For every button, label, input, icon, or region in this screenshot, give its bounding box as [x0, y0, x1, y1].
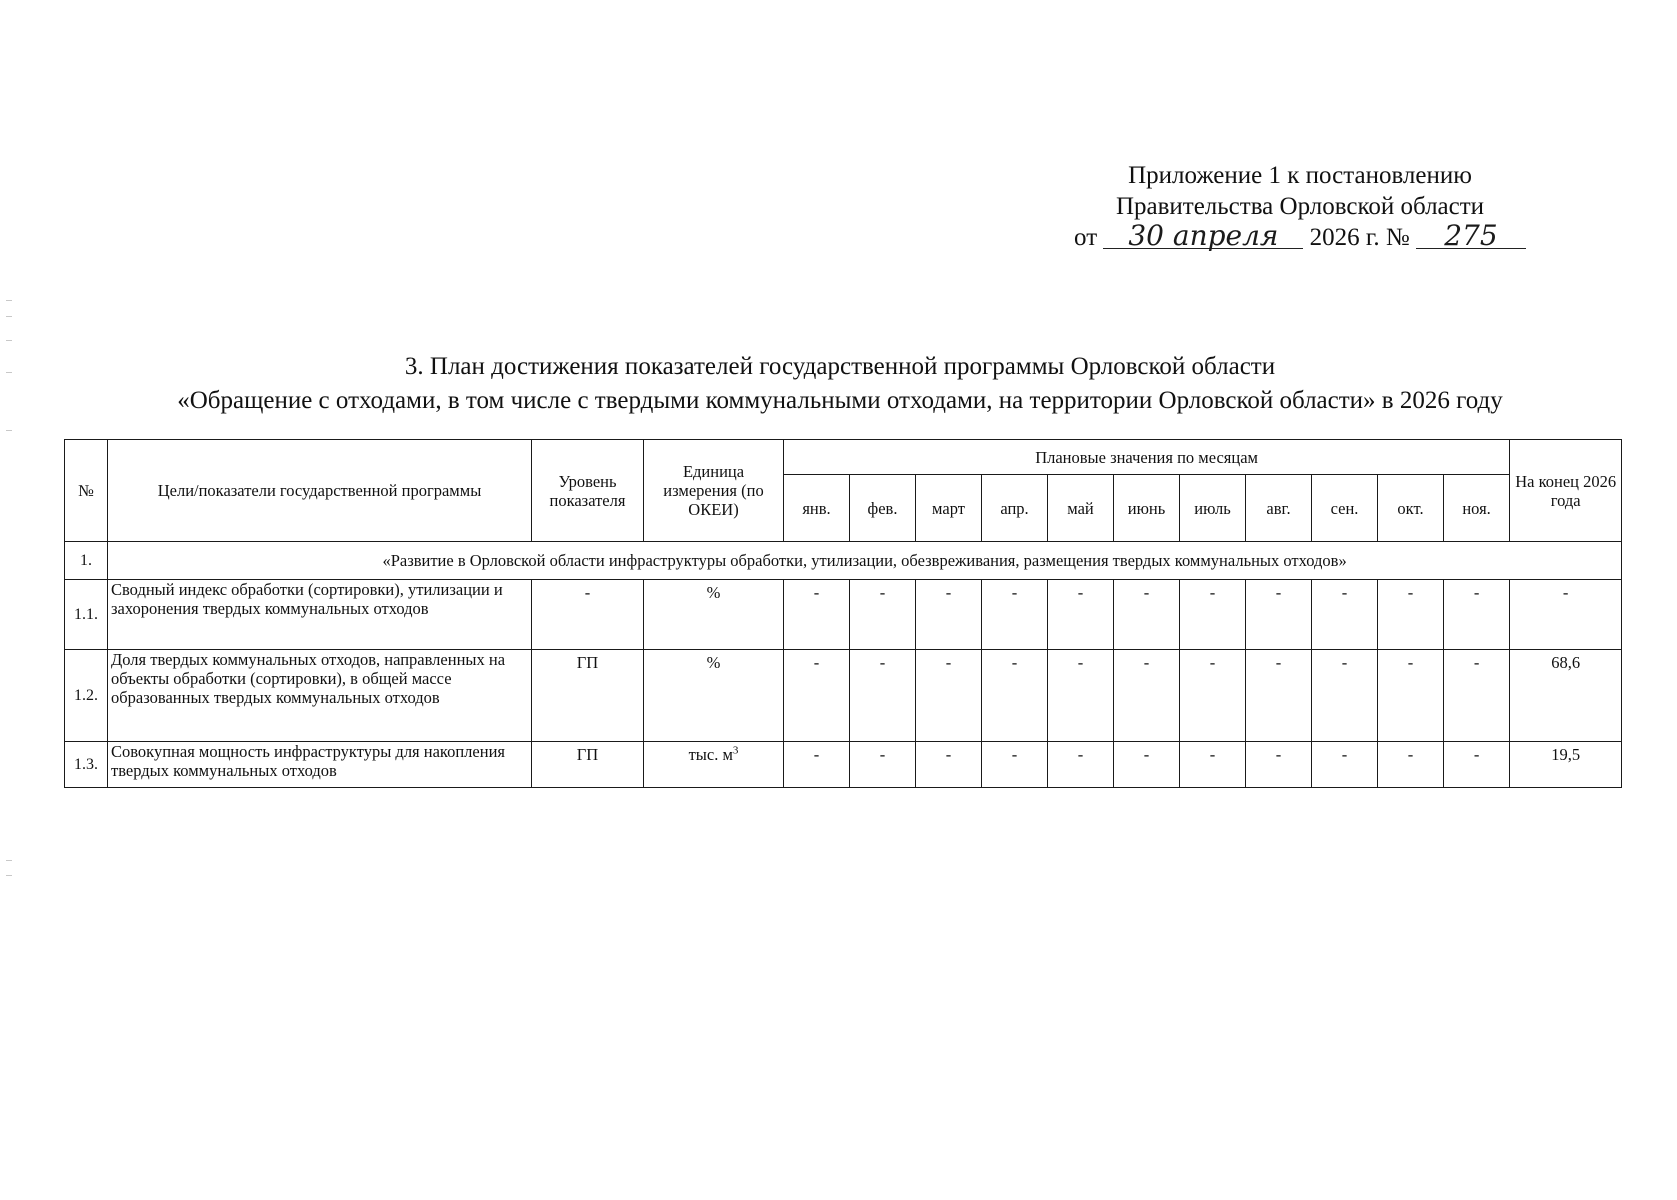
month-value: -: [1246, 650, 1312, 742]
month-value: -: [1048, 742, 1114, 788]
row-num: 1.1.: [65, 580, 108, 650]
section-title: «Развитие в Орловской области инфраструктуры обработки, утилизации, обезвреживания, размещения твердых коммунальных отходов»: [108, 542, 1622, 580]
month-value: -: [1312, 742, 1378, 788]
month-value: -: [850, 580, 916, 650]
header-month: окт.: [1378, 475, 1444, 542]
unit-text: тыс. м: [688, 745, 733, 764]
month-value: -: [784, 742, 850, 788]
month-value: -: [916, 650, 982, 742]
row-unit: [644, 650, 784, 742]
header-month: авг.: [1246, 475, 1312, 542]
month-value: -: [1378, 580, 1444, 650]
month-value: -: [1378, 742, 1444, 788]
appendix-date-line: [1040, 219, 1560, 253]
document-title: [40, 350, 1640, 418]
row-unit: [644, 580, 784, 650]
month-value: -: [850, 742, 916, 788]
row-level: ГП: [532, 742, 644, 788]
margin-mark: [6, 316, 12, 317]
row-level: ГП: [532, 650, 644, 742]
row-goal: Совокупная мощность инфраструктуры для накопления твердых коммунальных отходов: [108, 742, 532, 788]
end-of-year-value: -: [1510, 580, 1622, 650]
row-unit: [644, 742, 784, 788]
month-value: -: [1312, 650, 1378, 742]
table-row: [65, 650, 1622, 742]
margin-mark: [6, 860, 12, 861]
row-goal: Доля твердых коммунальных отходов, направленных на объекты обработки (сортировки), в общей массе образованных твердых коммунальных отходов: [108, 650, 532, 742]
month-value: -: [1246, 742, 1312, 788]
month-value: -: [850, 650, 916, 742]
year-number-label: 2026 г. №: [1309, 224, 1410, 251]
month-value: -: [784, 650, 850, 742]
month-value: -: [1444, 742, 1510, 788]
header-month: янв.: [784, 475, 850, 542]
row-num: 1.3.: [65, 742, 108, 788]
handwritten-date: 30 апреля: [1103, 224, 1303, 249]
month-value: -: [1114, 742, 1180, 788]
month-value: -: [982, 742, 1048, 788]
header-month: сен.: [1312, 475, 1378, 542]
month-value: -: [1378, 650, 1444, 742]
month-value: -: [1180, 742, 1246, 788]
header-month: фев.: [850, 475, 916, 542]
row-goal: Сводный индекс обработки (сортировки), утилизации и захоронения твердых коммунальных отходов: [108, 580, 532, 650]
table-row: [65, 742, 1622, 788]
header-month: март: [916, 475, 982, 542]
end-of-year-value: 19,5: [1510, 742, 1622, 788]
header-month: июнь: [1114, 475, 1180, 542]
month-value: -: [982, 650, 1048, 742]
handwritten-number: 275: [1416, 224, 1526, 249]
month-value: -: [1180, 580, 1246, 650]
header-month: май: [1048, 475, 1114, 542]
title-line-2: «Обращение с отходами, в том числе с твердыми коммунальными отходами, на территории Орловской области» в 2026 году: [177, 387, 1503, 414]
month-value: -: [1246, 580, 1312, 650]
section-row: [65, 542, 1622, 580]
section-num: 1.: [65, 542, 108, 580]
appendix-line-1: Приложение 1 к постановлению: [1128, 162, 1472, 189]
date-prefix: от: [1074, 224, 1098, 251]
month-value: -: [1048, 650, 1114, 742]
month-value: -: [1114, 650, 1180, 742]
end-of-year-value: 68,6: [1510, 650, 1622, 742]
header-num: №: [65, 440, 108, 542]
header-end-of-year: На конец 2026 года: [1510, 440, 1622, 542]
header-month: июль: [1180, 475, 1246, 542]
appendix-line-2: Правительства Орловской области: [1115, 193, 1485, 220]
month-value: -: [1312, 580, 1378, 650]
indicators-table: [64, 439, 1622, 788]
margin-mark: [6, 430, 12, 431]
header-goal: Цели/показатели государственной программы: [108, 440, 532, 542]
margin-mark: [6, 875, 12, 876]
margin-mark: [6, 300, 12, 301]
row-level: -: [532, 580, 644, 650]
month-value: -: [1048, 580, 1114, 650]
unit-sup: 3: [732, 744, 739, 757]
unit-text: %: [706, 653, 721, 672]
header-unit: Единица измерения (по ОКЕИ): [644, 440, 784, 542]
appendix-header: [1040, 160, 1560, 253]
month-value: -: [1114, 580, 1180, 650]
header-month: ноя.: [1444, 475, 1510, 542]
month-value: -: [1444, 650, 1510, 742]
unit-text: %: [706, 583, 721, 602]
title-line-1: 3. План достижения показателей государственной программы Орловской области: [404, 353, 1276, 380]
row-num: 1.2.: [65, 650, 108, 742]
margin-mark: [6, 340, 12, 341]
header-row-1: [65, 440, 1622, 475]
margin-mark: [6, 372, 12, 373]
month-value: -: [982, 580, 1048, 650]
header-level: Уровень показателя: [532, 440, 644, 542]
month-value: -: [1444, 580, 1510, 650]
header-month: апр.: [982, 475, 1048, 542]
month-value: -: [916, 580, 982, 650]
month-value: -: [1180, 650, 1246, 742]
month-value: -: [784, 580, 850, 650]
month-value: -: [916, 742, 982, 788]
header-monthly-group: Плановые значения по месяцам: [784, 440, 1510, 475]
table-row: [65, 580, 1622, 650]
